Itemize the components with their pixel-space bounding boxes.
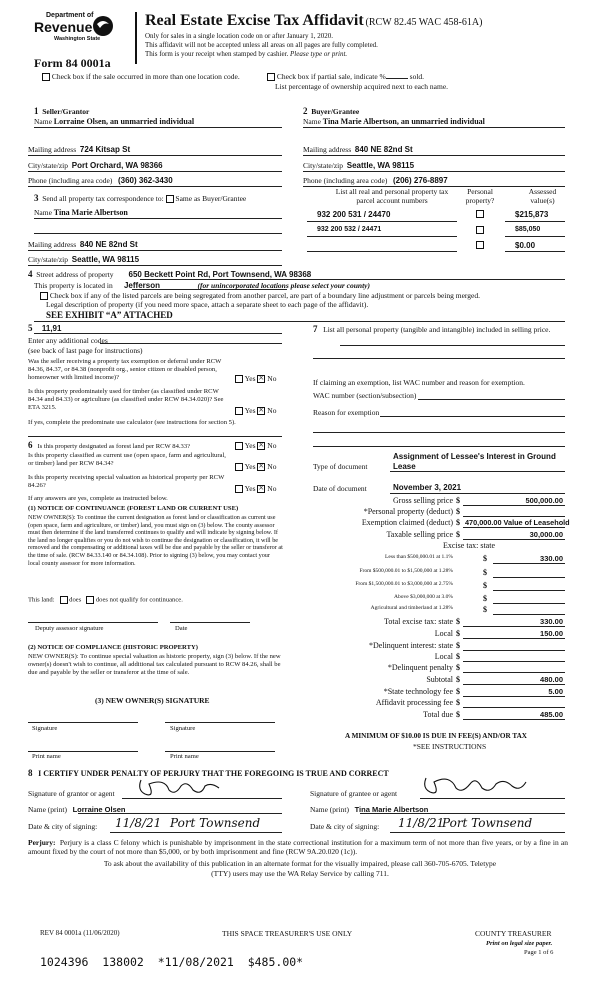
tax-row-value: 500,000.00 [525, 496, 563, 505]
header-sub2: This affidavit will not be accepted unless all areas on all pages are fully completed. [145, 41, 378, 49]
buyer-label: Buyer/Grantee [311, 107, 360, 116]
tax-row-label: From $500,000.01 to $1,500,000 at 1.28% [359, 568, 453, 574]
corr-mailing-label: Mailing address [28, 240, 77, 249]
seller-mailing-label: Mailing address [28, 145, 77, 154]
tax-row [313, 581, 565, 591]
sec5-q1-answer [235, 374, 276, 383]
same-as-buyer-label: Same as Buyer/Grantee [175, 194, 247, 203]
tax-row-label: Subtotal [426, 675, 453, 684]
corr-mailing: 840 NE 82nd St [79, 240, 138, 249]
buyer-mailing-label: Mailing address [303, 145, 352, 154]
no-checkbox[interactable] [257, 463, 265, 471]
print-name-label: Print name [170, 753, 199, 760]
parcel-acct: 932 200 532 / 24471 [317, 226, 382, 233]
print-name-label: Print name [32, 753, 61, 760]
dollar-sign: $ [483, 605, 487, 614]
property-located-note: (for unincorporated locations please select your county) [197, 281, 370, 290]
sec5-codes-label: Enter any additional codes [28, 336, 108, 345]
dollar-sign: $ [456, 710, 460, 719]
dollar-sign: $ [456, 698, 460, 707]
tax-row-label: From $1,500,000.01 to $3,000,000 at 2.75% [355, 581, 453, 587]
doc-type-label: Type of document [313, 462, 368, 471]
yes-checkbox[interactable] [235, 442, 243, 450]
corr-name-row [34, 208, 128, 217]
tax-row-label: *Delinquent interest: state [369, 641, 453, 650]
same-as-buyer-checkbox[interactable] [166, 195, 174, 203]
see-instructions: *SEE INSTRUCTIONS [413, 742, 487, 751]
no-checkbox[interactable] [257, 407, 265, 415]
buyer-city-row [303, 161, 414, 170]
yes-label: Yes [244, 406, 256, 415]
property-street-label: Street address of property [36, 270, 114, 279]
sec6-q1-answer [235, 441, 276, 450]
buyer-phone-label: Phone (including area code) [303, 176, 388, 185]
no-label: No [267, 441, 277, 450]
dollar-sign: $ [483, 594, 487, 603]
correspondence-heading [34, 193, 246, 203]
tax-row-label: Total due [423, 710, 453, 719]
does-label: does [69, 596, 82, 604]
buyer-city: Seattle, WA 98115 [346, 161, 415, 170]
yes-checkbox[interactable] [235, 463, 243, 471]
tax-row-label: *Delinquent penalty [387, 663, 453, 672]
grantor-sig-label: Signature of grantor or agent [28, 789, 115, 798]
doc-date-label: Date of document [313, 484, 367, 493]
this-land-label: This land: [28, 596, 55, 604]
tax-row-value: 30,000.00 [529, 530, 563, 539]
corr-name: Tina Marie Albertson [53, 208, 128, 217]
sec6-q1-row [28, 440, 190, 450]
signature-label: Signature [32, 725, 58, 732]
seller-mailing: 724 Kitsap St [79, 145, 131, 154]
parcel-header-acct: List all real and personal property tax parcel account numbers [335, 187, 449, 205]
header-divider [135, 12, 137, 64]
form-number: Form 84 0001a [34, 56, 111, 70]
tax-row-label: Exemption claimed (deduct) [361, 518, 453, 527]
parcel-row [307, 241, 565, 255]
dor-logo [34, 12, 114, 50]
perjury-label: Perjury: [28, 838, 56, 847]
grantor-city: Port Townsend [170, 816, 261, 830]
dollar-sign: $ [456, 496, 460, 505]
yes-label: Yes [244, 484, 256, 493]
personal-property-checkbox[interactable] [476, 226, 484, 234]
alt-format-1: To ask about the availability of this publication in an alternate format for the visually impaired, please call 360-705-6705. Teletype [103, 859, 497, 868]
no-label: No [267, 406, 277, 415]
deputy-date-label: Date [175, 625, 188, 632]
logo-state-line: Washington State [54, 36, 101, 42]
seller-phone-row [28, 176, 173, 185]
sec6-q2: Is this property classified as current use (open space, farm and agricultural, or timber) land per RCW 84.34? [28, 452, 226, 467]
logo-dept-line: Department of [46, 12, 94, 19]
grantor-signature [135, 776, 225, 804]
tax-row-label: *Personal property (deduct) [363, 507, 453, 516]
sec5-q1: Was the seller receiving a property tax exemption or deferral under RCW 84.36, 84.37, or 84.38 (nonprofit org., senior citizen or disabled person, homeowner with limited income)? [28, 358, 222, 381]
dollar-sign: $ [456, 629, 460, 638]
yes-checkbox[interactable] [235, 407, 243, 415]
tax-row [313, 568, 565, 578]
form-revision: REV 84 0001a (11/06/2020) [40, 929, 120, 937]
parcel-value: $85,050 [515, 226, 541, 233]
dollar-sign: $ [456, 641, 460, 650]
parcel-header-value: Assessed value(s) [528, 187, 557, 205]
seller-name-row [34, 117, 194, 126]
parcel-value: $215,873 [515, 210, 549, 219]
tax-row-value: 480.00 [540, 675, 563, 684]
corr-city: Seattle, WA 98115 [71, 255, 140, 264]
date-city-label: Date & city of signing: [310, 822, 380, 831]
certify-statement: I CERTIFY UNDER PENALTY OF PERJURY THAT THE FOREGOING IS TRUE AND CORRECT [38, 769, 389, 778]
sec6-q2-answer [235, 462, 276, 471]
grantor-date-row [28, 822, 97, 831]
wac-label: WAC number (section/subsection) [313, 391, 417, 400]
seller-city-row [28, 161, 163, 170]
yes-label: Yes [244, 441, 256, 450]
sec5-q2: Is this property predominately used for timber (as classified under RCW 84.34 and 84.33) or agriculture (as classified under RCW 84.34.020)? See ETA 3215. [28, 388, 224, 411]
header-sub3-em: Please type or print. [290, 50, 348, 58]
tax-row [313, 698, 565, 708]
grantor-name: Lorraine Olsen [72, 805, 126, 814]
parcel-value: $0.00 [515, 241, 536, 250]
tax-row-label: Local [434, 629, 453, 638]
seller-label: Seller/Grantor [42, 107, 90, 116]
sec6-q1: Is this property designated as forest land per RCW 84.33? [37, 443, 191, 450]
tax-row [313, 605, 565, 615]
notice2-title: (2) NOTICE OF COMPLIANCE (HISTORIC PROPERTY) [28, 644, 198, 651]
exemption-label: If claiming an exemption, list WAC number and reason for exemption. [313, 378, 525, 387]
corr-city-label: City/state/zip [28, 255, 68, 264]
segregated-label: Check box if any of the listed parcels are being segregated from another parcel, are part of a boundary line adjustment or parcels being merged. [49, 291, 480, 300]
doc-date: November 3, 2021 [393, 483, 462, 492]
logo-revenue-line: Revenue [34, 19, 93, 35]
corr-label: Send all property tax correspondence to: [42, 194, 164, 203]
grantee-city: Port Townsend [442, 816, 533, 830]
corr-name-label: Name [34, 208, 52, 217]
no-label: No [267, 374, 277, 383]
yes-label: Yes [244, 374, 256, 383]
tax-row [313, 554, 565, 564]
wa-logo-icon [92, 14, 114, 38]
deputy-sig-label: Deputy assessor signature [35, 625, 104, 632]
dollar-sign: $ [456, 687, 460, 696]
land-qualify-row [28, 596, 183, 604]
buyer-mailing: 840 NE 82nd St [354, 145, 413, 154]
signature-label: Signature [170, 725, 196, 732]
tax-row [313, 518, 570, 528]
form-title-block [145, 12, 482, 30]
ownership-note: List percentage of ownership acquired next to each name. [275, 82, 449, 91]
seller-city-label: City/state/zip [28, 161, 68, 170]
buyer-name-row [303, 117, 485, 126]
partial-sold-label: sold. [409, 72, 425, 81]
legal-desc-label: Legal description of property (if you need more space, attach a separate sheet to each page of the affidavit). [46, 300, 369, 309]
tax-row [313, 530, 565, 540]
tax-row-value: 470,000.00 Value of Leasehold [465, 518, 570, 527]
dollar-sign: $ [456, 507, 460, 516]
seller-city: Port Orchard, WA 98366 [71, 161, 163, 170]
seller-phone-label: Phone (including area code) [28, 176, 113, 185]
sec5-codes-note: (see back of last page for instructions) [28, 346, 143, 355]
seller-name: Lorraine Olsen, an unmarried individual [53, 117, 195, 126]
tax-row-value: 485.00 [540, 710, 563, 719]
does-not-checkbox[interactable] [86, 596, 94, 604]
buyer-heading [303, 106, 359, 116]
tax-row-label: Excise tax: state [443, 541, 495, 550]
tax-row-label: Affidavit processing fee [375, 698, 453, 707]
no-checkbox[interactable] [257, 485, 265, 493]
dollar-sign: $ [456, 530, 460, 539]
alt-format-2: (TTY) users may use the WA Relay Service by calling 711. [211, 869, 389, 878]
tax-row [313, 541, 565, 551]
header-sub3-text: This form is your receipt when stamped by cashier. [145, 50, 289, 58]
county-treasurer-label: COUNTY TREASURER [475, 929, 552, 938]
multi-location-label: Check box if the sale occurred in more than one location code. [51, 72, 240, 81]
buyer-phone: (206) 276-8897 [392, 176, 448, 185]
buyer-name-label: Name [303, 117, 321, 126]
property-num: 4 [28, 269, 33, 279]
dollar-sign: $ [483, 554, 487, 563]
sec6-q3: Is this property receiving special valuation as historical property per RCW 84.26? [28, 474, 225, 489]
grantee-date: 11/8/21 [398, 816, 445, 830]
partial-sale-label: Check box if partial sale, indicate % [276, 72, 386, 81]
treasurer-use-label: THIS SPACE TREASURER'S USE ONLY [222, 929, 353, 938]
tax-row-label: Local [434, 652, 453, 661]
sec7-label-row [313, 324, 565, 335]
tax-row [313, 652, 565, 662]
page-number: Page 1 of 6 [524, 949, 554, 956]
parcel-acct: 932 200 531 / 24470 [317, 210, 391, 219]
tax-row [313, 710, 565, 720]
tax-row-value: 150.00 [540, 629, 563, 638]
dollar-sign: $ [456, 663, 460, 672]
name-print-label: Name (print) [28, 805, 67, 814]
partial-sale-checkbox[interactable] [267, 73, 275, 81]
tax-row [313, 641, 565, 651]
multi-location-checkbox[interactable] [42, 73, 50, 81]
dollar-sign: $ [456, 652, 460, 661]
tax-row [313, 687, 565, 697]
dollar-sign: $ [456, 675, 460, 684]
dollar-sign: $ [483, 581, 487, 590]
segregated-check[interactable] [40, 291, 480, 300]
seller-name-label: Name [34, 117, 52, 126]
seller-phone: (360) 362-3430 [117, 176, 173, 185]
sec5-code: 11,91 [41, 324, 62, 333]
parcel-header-personal: Personal property? [465, 187, 495, 205]
personal-property-checkbox[interactable] [476, 241, 484, 249]
tax-row [313, 663, 565, 673]
property-street: 650 Beckett Point Rd, Port Townsend, WA 98368 [128, 270, 312, 279]
personal-property-checkbox[interactable] [476, 210, 484, 218]
partial-sale-check[interactable] [267, 72, 424, 81]
tax-row-label: *State technology fee [383, 687, 453, 696]
sec5-q3: If yes, complete the predominate use calculator (see instructions for section 5). [28, 419, 236, 426]
sec8-num: 8 [28, 768, 33, 778]
tax-row [313, 617, 565, 627]
form-title: Real Estate Excise Tax Affidavit [145, 12, 364, 29]
tax-row-label: Above $3,000,000 at 3.0% [394, 594, 453, 600]
buyer-name: Tina Marie Albertson, an unmarried individual [322, 117, 485, 126]
date-city-label: Date & city of signing: [28, 822, 98, 831]
exhibit-attached: SEE EXHIBIT “A” ATTACHED [46, 310, 173, 320]
form-title-ref: (RCW 82.45 WAC 458-61A) [365, 17, 483, 28]
cashier-stamp: 1024396 138002 *11/08/2021 $485.00* [40, 955, 304, 969]
seller-num: 1 [34, 106, 39, 116]
grantee-date-row [310, 822, 379, 831]
no-label: No [267, 462, 277, 471]
no-checkbox[interactable] [257, 442, 265, 450]
tax-row [313, 507, 565, 517]
buyer-city-label: City/state/zip [303, 161, 343, 170]
property-county: Jefferson [123, 281, 160, 290]
sec7-label: List all personal property (tangible and intangible) included in selling price. [323, 325, 551, 334]
sec6-q3-answer [235, 484, 276, 493]
new-owner-sig-title: (3) NEW OWNER(S) SIGNATURE [95, 696, 210, 705]
perjury-text: Perjury is a class C felony which is punishable by imprisonment in the state correctional institution for a maximum term of not more than five years, or by a fine in an amount fixed by the court of not more than $5,000, or by both imprisonment and fine (RCW 9A.20.020 (1c)). [28, 838, 569, 856]
notice1-title: (1) NOTICE OF CONTINUANCE (FOREST LAND OR CURRENT USE) [28, 505, 239, 512]
sec7-num: 7 [313, 324, 318, 334]
tax-row [313, 496, 565, 506]
corr-num: 3 [34, 193, 39, 203]
sec5-num: 5 [28, 323, 33, 333]
header-sub1: Only for sales in a single location code on or after January 1, 2020. [145, 32, 333, 40]
tax-row [313, 629, 565, 639]
no-label: No [267, 484, 277, 493]
name-print-label: Name (print) [310, 805, 349, 814]
does-not-label: does not qualify for continuance. [95, 596, 183, 604]
property-located-label: This property is located in [34, 281, 113, 290]
buyer-num: 2 [303, 106, 308, 116]
corr-city-row [28, 255, 139, 264]
corr-mailing-row [28, 240, 138, 249]
buyer-phone-row [303, 176, 448, 185]
tax-row-value: 330.00 [540, 617, 563, 626]
grantee-sig-label: Signature of grantee or agent [310, 789, 398, 798]
legal-size-note [486, 940, 552, 947]
legal-size-text: Print on legal size paper. [486, 940, 553, 947]
tax-row-label: Total excise tax: state [384, 617, 453, 626]
notice1-body: NEW OWNER(S): To continue the current designation as forest land or classification as current use (open space, farm and agriculture, or timber) land, you must sign on (3) below. The county assessor must then determine if the land transferred continues to qualify and will indicate by signing below. If the land no longer qualifies or you do not wish to continue the designation or classification, it will be removed and the compensating or additional taxes will be due and payable by the seller or transferor at the time of sale. (RCW 84.33.140 or 84.34.108). Prior to signing (3) below, you may contact your local county assessor for more information. [28, 514, 283, 567]
property-street-row [28, 269, 311, 279]
tax-row-value: 330.00 [540, 554, 563, 563]
seller-mailing-row [28, 145, 130, 154]
dollar-sign: $ [483, 568, 487, 577]
sec5-code-row [28, 323, 61, 333]
tax-row-label: Gross selling price [393, 496, 453, 505]
sec6-q4: If any answers are yes, complete as instructed below. [28, 495, 168, 502]
multi-location-check[interactable] [42, 72, 240, 81]
tax-row-label: Agricultural and timberland at 1.28% [370, 605, 453, 611]
doc-type: Assignment of Lessee's Interest in Ground Lease [393, 452, 556, 471]
buyer-mailing-row [303, 145, 413, 154]
tax-row [313, 675, 565, 685]
sec5-q2-answer [235, 406, 276, 415]
tax-row-value: 5.00 [548, 687, 563, 696]
does-checkbox[interactable] [60, 596, 68, 604]
no-checkbox[interactable] [257, 375, 265, 383]
tax-row [313, 594, 565, 604]
sec6-num: 6 [28, 440, 33, 450]
grantor-date: 11/8/21 [115, 816, 162, 830]
tax-row-label: Taxable selling price [386, 530, 453, 539]
seller-heading [34, 106, 89, 116]
yes-label: Yes [244, 462, 256, 471]
perjury-notice [28, 838, 568, 856]
notice2-body: NEW OWNER(S): To continue special valuation as historic property, sign (3) below. If the new owner(s) doesn't wish to continue, all additional tax calculated pursuant to RCW 84.26, shall be due and payable by the seller or transferor at the time of sale. [28, 653, 281, 676]
yes-checkbox[interactable] [235, 485, 243, 493]
grantee-name: Tina Marie Albertson [354, 805, 429, 814]
dollar-sign: $ [456, 617, 460, 626]
yes-checkbox[interactable] [235, 375, 243, 383]
dollar-sign: $ [456, 518, 460, 527]
tax-row-label: Less than $500,000.01 at 1.1% [385, 554, 453, 560]
parcel-row [307, 226, 565, 240]
minimum-notice: A MINIMUM OF $10.00 IS DUE IN FEE(S) AND/OR TAX [345, 732, 527, 740]
reason-label: Reason for exemption [313, 408, 380, 417]
header-sub3 [145, 50, 347, 58]
